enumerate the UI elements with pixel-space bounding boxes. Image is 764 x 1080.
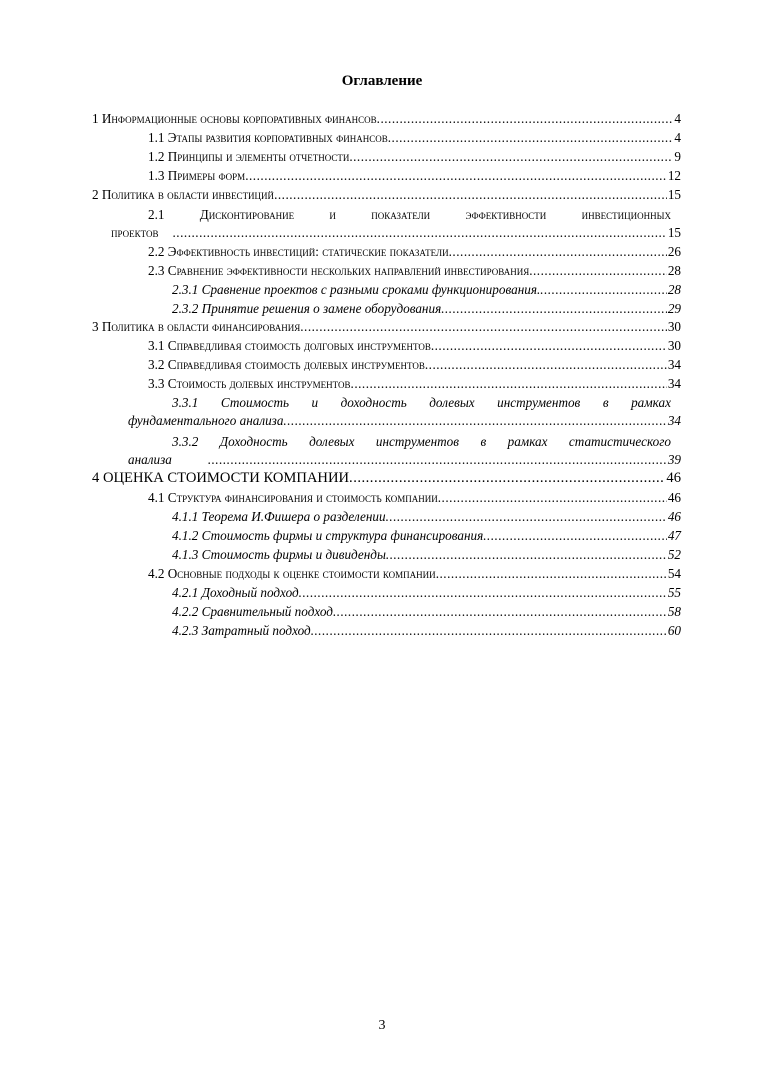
toc-leader-dots (425, 356, 667, 373)
toc-entry-title: 3 Политика в области финансирования (92, 319, 301, 334)
toc-entry-page: 46 (667, 509, 681, 524)
toc-word: рамках (631, 395, 671, 410)
toc-word: 3.3.2 (172, 434, 199, 449)
toc-entry-page: 46 (667, 490, 681, 505)
toc-entry-page: 39 (667, 452, 681, 467)
toc-leader-dots (438, 489, 667, 506)
toc-word: Доходность (219, 434, 288, 449)
toc-entry-3[interactable] (92, 318, 681, 335)
toc-entry-page: 15 (667, 225, 681, 240)
toc-entry-title: 4.2.1 Доходный подход (172, 585, 299, 600)
toc-entry-2[interactable] (92, 186, 681, 203)
toc-entry-title: фундаментального анализа (128, 413, 284, 428)
toc-entry-title: 4.2.3 Затратный подход (172, 623, 311, 638)
toc-entry-4-2[interactable] (148, 565, 681, 582)
toc-leader-dots (449, 243, 667, 260)
toc-leader-dots (283, 412, 666, 429)
toc-entry-4-2-1[interactable] (172, 584, 681, 601)
toc-leader-dots (386, 546, 667, 563)
toc-entry-page: 26 (667, 244, 681, 259)
toc-entry-title: 1.3 Примеры форм (148, 168, 246, 183)
toc-entry-4[interactable] (92, 470, 681, 487)
toc-entry-page: 30 (667, 338, 681, 353)
toc-word: 3.3.1 (172, 395, 199, 410)
toc-leader-dots (245, 167, 667, 184)
toc-entry-title: 4.2 Основные подходы к оценке стоимости компании (148, 566, 436, 581)
toc-entry-title: 2 Политика в области инвестиций (92, 187, 275, 202)
toc-entry-title: 3.2 Справедливая стоимость долевых инструментов (148, 357, 425, 372)
toc-entry-1-3[interactable] (148, 167, 681, 184)
toc-entry-4-1-3[interactable] (172, 546, 681, 563)
toc-entry-title: 2.3.1 Сравнение проектов с разными сроками функционирования. (172, 282, 541, 297)
toc-entry-4-1[interactable] (148, 489, 681, 506)
toc-entry-title: 4.1.1 Теорема И.Фишера о разделении (172, 509, 386, 524)
toc-entry-title: анализа (128, 452, 172, 467)
toc-word: в (480, 434, 487, 449)
toc-entry-3-3-1-line1[interactable] (172, 394, 671, 411)
toc-leader-dots (173, 224, 667, 241)
toc-leader-dots (529, 262, 667, 279)
toc-entry-3-3-1-line2[interactable] (128, 412, 681, 429)
toc-leader-dots (333, 603, 667, 620)
toc-word: долевых (429, 395, 475, 410)
toc-entry-title: 3.1 Справедливая стоимость долговых инструментов (148, 338, 431, 353)
toc-leader-dots (208, 451, 667, 468)
toc-entry-2-1-line1[interactable] (148, 206, 671, 223)
toc-leader-dots (349, 148, 673, 165)
toc-entry-4-2-2[interactable] (172, 603, 681, 620)
toc-entry-2-2[interactable] (148, 243, 681, 260)
toc-word: долевых (309, 434, 355, 449)
toc-entry-page: 34 (667, 357, 681, 372)
toc-entry-page: 30 (667, 319, 681, 334)
toc-leader-dots (299, 584, 667, 601)
toc-entry-3-3-2-line1[interactable] (172, 433, 671, 450)
toc-leader-dots (436, 565, 667, 582)
toc-entry-page: 47 (667, 528, 681, 543)
toc-word: статистического (568, 434, 671, 449)
toc-entry-1-2[interactable] (148, 148, 681, 165)
toc-word: Дисконтирование (199, 207, 295, 222)
toc-entry-title: проектов (111, 225, 159, 240)
toc-entry-2-3-2[interactable] (172, 300, 681, 317)
toc-entry-4-1-2[interactable] (172, 527, 681, 544)
toc-leader-dots (431, 337, 667, 354)
toc-entry-page: 4 (674, 130, 681, 145)
toc-entry-page: 60 (667, 623, 681, 638)
toc-leader-dots (300, 318, 667, 335)
toc-entry-title: 1.1 Этапы развития корпоративных финансов (148, 130, 388, 145)
toc-entry-page: 54 (667, 566, 681, 581)
toc-entry-title: 4.1.3 Стоимость фирмы и дивиденды (172, 547, 386, 562)
toc-entry-3-3[interactable] (148, 375, 681, 392)
toc-leader-dots (377, 110, 674, 127)
toc-entry-title: 1 Информационные основы корпоративных финансов (92, 111, 377, 126)
toc-leader-dots (386, 508, 667, 525)
toc-entry-1-1[interactable] (148, 129, 681, 146)
toc-leader-dots (351, 375, 667, 392)
toc-entry-2-1-line2[interactable] (111, 224, 681, 241)
toc-entry-title: 4.1 Структура финансирования и стоимость компании (148, 490, 438, 505)
toc-word: инвестиционных (581, 207, 671, 222)
toc-word: инструментов (375, 434, 460, 449)
toc-word: и (311, 395, 319, 410)
toc-entry-page: 34 (667, 413, 681, 428)
toc-entry-page: 52 (667, 547, 681, 562)
toc-word: 2.1 (148, 207, 165, 222)
toc-entry-4-1-1[interactable] (172, 508, 681, 525)
toc-entry-page: 34 (667, 376, 681, 391)
toc-leader-dots (349, 470, 665, 487)
toc-leader-dots (388, 129, 674, 146)
toc-leader-dots (483, 527, 667, 544)
toc-heading: Оглавление (341, 73, 423, 89)
toc-leader-dots (274, 186, 667, 203)
toc-entry-2-3[interactable] (148, 262, 681, 279)
toc-word: доходность (340, 395, 407, 410)
toc-word: рамках (507, 434, 548, 449)
toc-entry-3-2[interactable] (148, 356, 681, 373)
toc-entry-title: 2.3 Сравнение эффективности нескольких направлений инвестирования (148, 263, 530, 278)
toc-entry-title: 4 ОЦЕНКА СТОИМОСТИ КОМПАНИИ (92, 470, 350, 486)
toc-entry-page: 58 (667, 604, 681, 619)
page-number: 3 (378, 1018, 386, 1033)
toc-entry-page: 29 (667, 301, 681, 316)
toc-leader-dots (540, 281, 667, 298)
toc-entry-4-2-3[interactable] (172, 622, 681, 639)
toc-entry-title: 1.2 Принципы и элементы отчетности (148, 149, 350, 164)
toc-entry-page: 15 (667, 187, 681, 202)
toc-entry-title: 4.1.2 Стоимость фирмы и структура финансирования (172, 528, 484, 543)
toc-word: в (602, 395, 609, 410)
toc-word: и (329, 207, 336, 222)
toc-leader-dots (311, 622, 667, 639)
toc-entry-page: 55 (667, 585, 681, 600)
toc-entry-page: 12 (667, 168, 681, 183)
toc-entry-2-3-1[interactable] (172, 281, 681, 298)
toc-word: инструментов (497, 395, 581, 410)
toc-entry-3-3-2-line2[interactable] (128, 451, 681, 468)
toc-leader-dots (441, 300, 667, 317)
toc-entry-page: 9 (674, 149, 681, 164)
toc-entry-page: 46 (666, 470, 681, 486)
toc-entry-3-1[interactable] (148, 337, 681, 354)
toc-entry-1[interactable] (92, 110, 681, 127)
toc-entry-title: 4.2.2 Сравнительный подход (172, 604, 333, 619)
toc-word: эффективности (465, 207, 547, 222)
toc-word: Стоимость (220, 395, 289, 410)
toc-entry-page: 28 (667, 263, 681, 278)
toc-entry-title: 3.3 Стоимость долевых инструментов (148, 376, 351, 391)
toc-entry-page: 28 (667, 282, 681, 297)
toc-entry-page: 4 (674, 111, 681, 126)
toc-entry-title: 2.2 Эффективность инвестиций: статические показатели (148, 244, 449, 259)
toc-word: показатели (371, 207, 431, 222)
toc-entry-title: 2.3.2 Принятие решения о замене оборудования (172, 301, 442, 316)
